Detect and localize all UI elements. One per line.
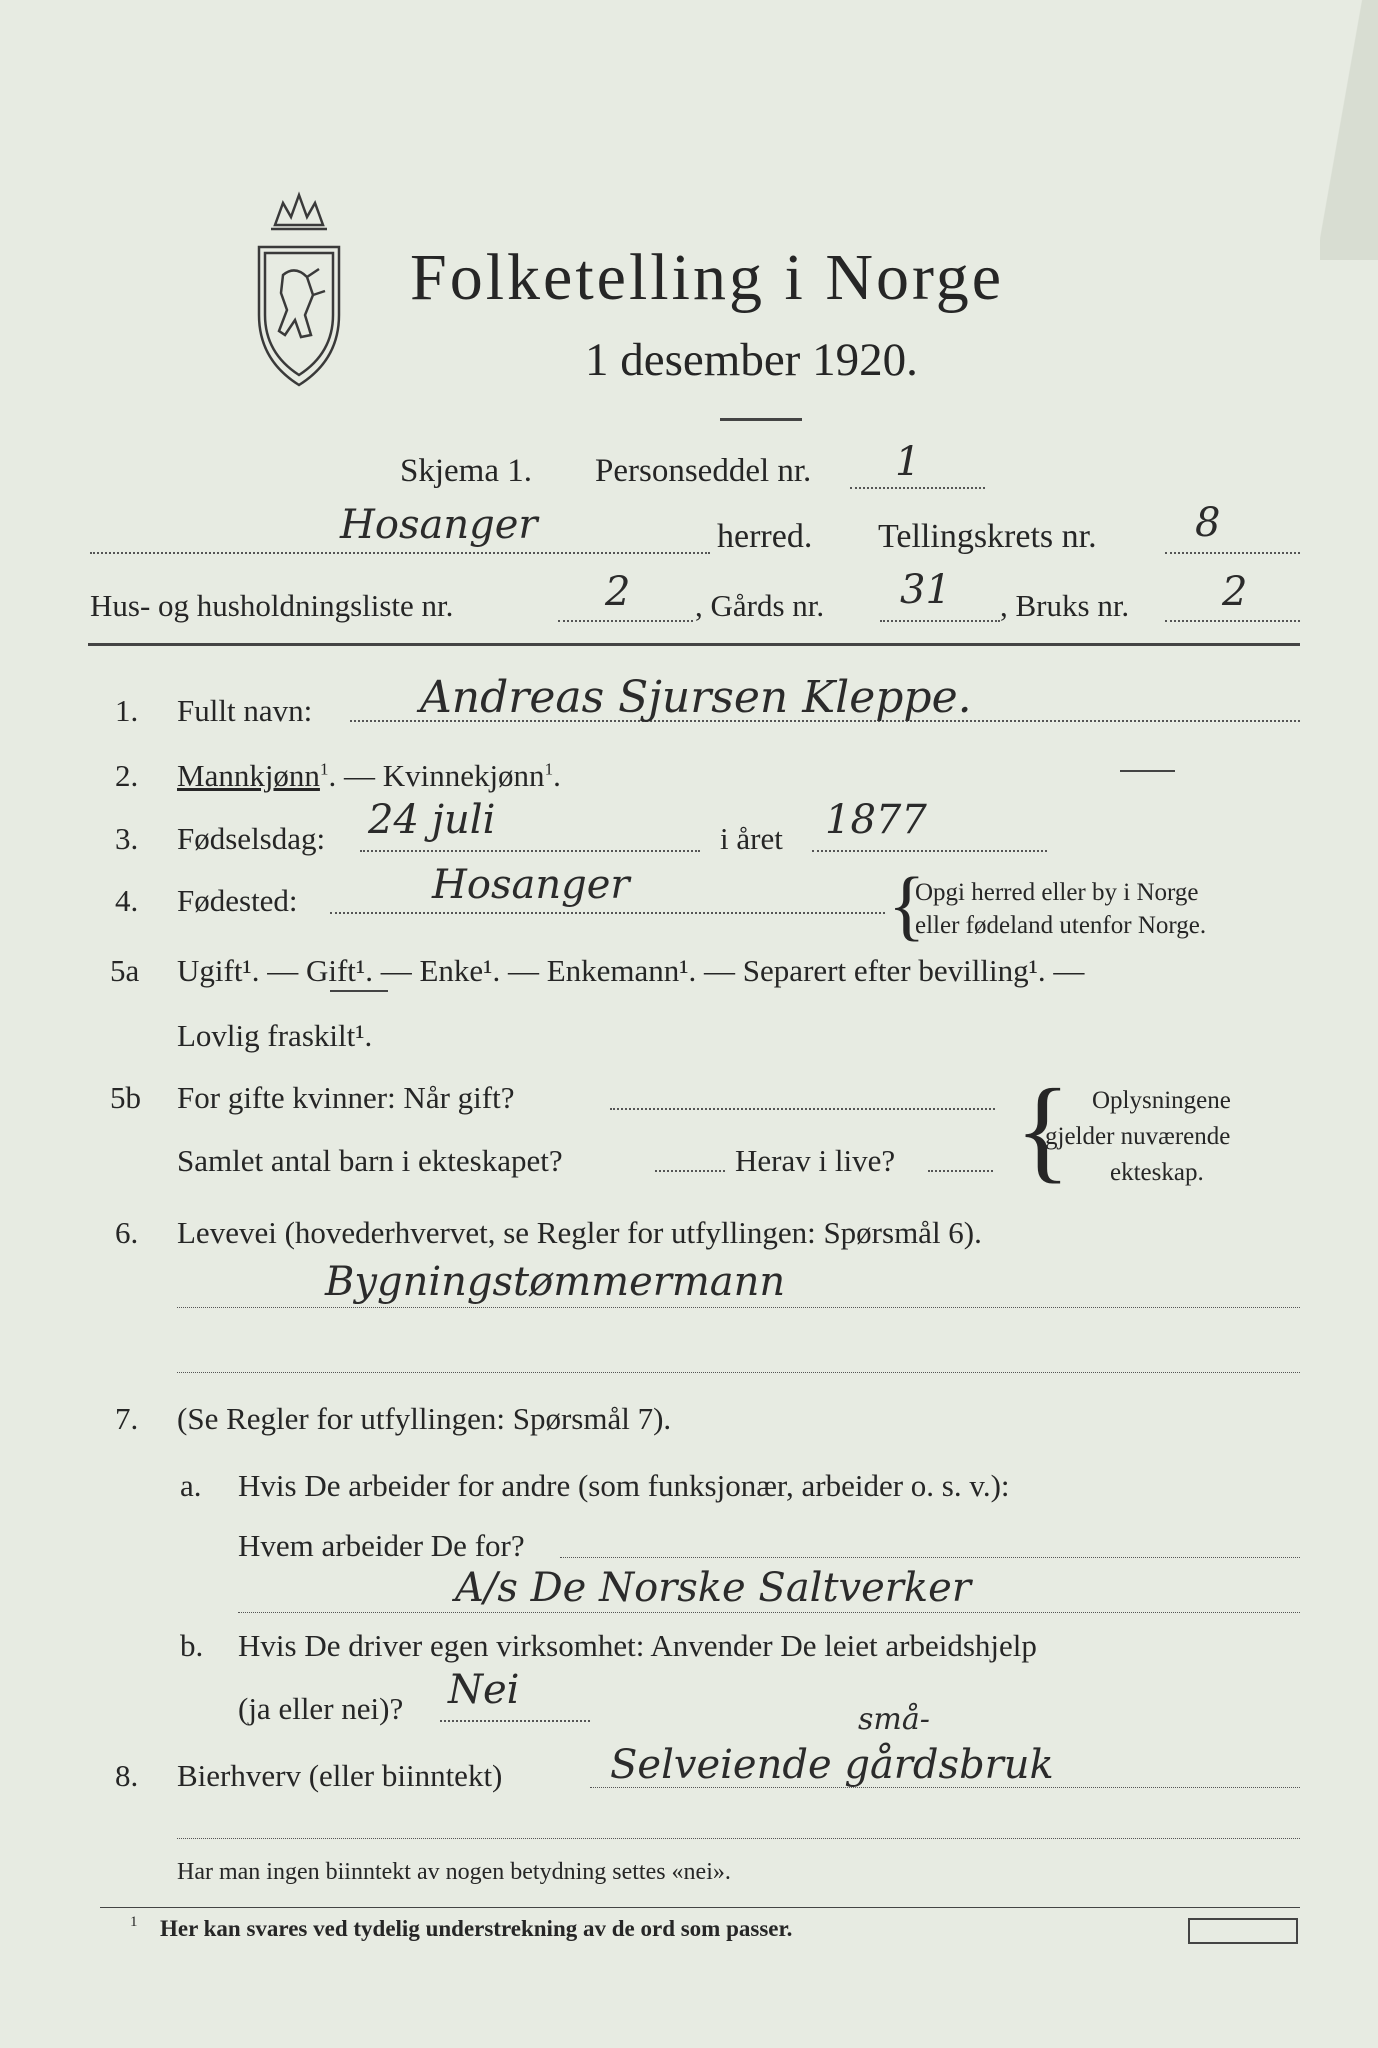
hus-value[interactable]: 2: [605, 569, 631, 615]
birth-year-value[interactable]: 1877: [825, 797, 927, 843]
birthplace-note-1: Opgi herred eller by i Norge: [915, 879, 1199, 906]
full-name-value[interactable]: Andreas Sjursen Kleppe.: [420, 672, 972, 723]
q5a-number: 5a: [110, 953, 140, 988]
female-option[interactable]: Kvinnekjønn: [382, 758, 545, 793]
q7b-number: b.: [180, 1628, 204, 1663]
q2-number: 2.: [115, 758, 139, 793]
gender-dash-mark: [1120, 770, 1175, 772]
employer-question: Hvis De arbeider for andre (som funksjonær, arbeider o. s. v.):: [238, 1468, 1010, 1503]
birthplace-label: Fødested:: [177, 883, 298, 918]
children-alive-label: Herav i live?: [735, 1143, 896, 1178]
children-count-label: Samlet antal barn i ekteskapet?: [177, 1143, 563, 1178]
hus-label: Hus- og husholdningsliste nr.: [90, 588, 454, 623]
form-title: Folketelling i Norge: [410, 241, 1005, 314]
married-when-label: For gifte kvinner: Når gift?: [177, 1080, 515, 1115]
birth-year-label: i året: [720, 821, 783, 856]
herred-value[interactable]: Hosanger: [340, 502, 538, 548]
marriage-note-brace: {: [1015, 1066, 1071, 1194]
birthplace-note-2: eller fødeland utenfor Norge.: [915, 912, 1207, 939]
secondary-income-value-insertion[interactable]: små-: [858, 1702, 930, 1737]
q7-label: (Se Regler for utfyllingen: Spørsmål 7).: [177, 1401, 672, 1436]
hired-help-label: (ja eller nei)?: [238, 1691, 404, 1726]
no-income-note: Har man ingen biinntekt av nogen betydning settes «nei».: [177, 1859, 731, 1885]
male-option[interactable]: Mannkjønn: [177, 758, 320, 793]
q6-number: 6.: [115, 1215, 139, 1250]
footnote-text: Her kan svares ved tydelig understrekning av de ord som passer.: [160, 1916, 793, 1941]
marital-status-options[interactable]: Ugift¹. — Gift¹. — Enke¹. — Enkemann¹. — Separert efter bevilling¹. —: [177, 953, 1085, 988]
tellingskrets-label: Tellingskrets nr.: [878, 518, 1097, 555]
footnote-number: 1: [130, 1914, 138, 1930]
marriage-note-2: gjelder nuværende: [1045, 1123, 1231, 1150]
birthdate-value[interactable]: 24 juli: [368, 797, 496, 843]
personseddel-value[interactable]: 1: [895, 439, 921, 485]
gards-label: , Gårds nr.: [695, 588, 825, 623]
hired-help-value[interactable]: Nei: [448, 1667, 520, 1713]
q5b-number: 5b: [110, 1080, 141, 1115]
q7-number: 7.: [115, 1401, 139, 1436]
birthplace-brace: {: [888, 861, 926, 948]
employer-label: Hvem arbeider De for?: [238, 1528, 525, 1563]
self-employed-question: Hvis De driver egen virksomhet: Anvender De leiet arbeidshjelp: [238, 1628, 1037, 1663]
gender-line: Mannkjønn$^1$. — Kvinnekjønn$^1$.: [177, 758, 561, 793]
tellingskrets-value[interactable]: 8: [1195, 500, 1221, 546]
schema-label: Skjema 1.: [400, 453, 532, 489]
birthplace-value[interactable]: Hosanger: [432, 862, 630, 908]
page-corner-edge: [1320, 0, 1378, 260]
occupation-label: Levevei (hovederhvervet, se Regler for utfyllingen: Spørsmål 6).: [177, 1215, 982, 1250]
herred-label: herred.: [717, 518, 813, 555]
census-date: 1 desember 1920.: [585, 334, 918, 386]
coat-of-arms-icon: [245, 185, 353, 395]
footer-rule: [100, 1907, 1300, 1908]
gards-value[interactable]: 31: [900, 567, 951, 613]
bruks-label: , Bruks nr.: [1000, 588, 1130, 623]
employer-value[interactable]: A/s De Norske Saltverker: [455, 1565, 971, 1611]
occupation-value[interactable]: Bygningstømmermann: [325, 1259, 786, 1305]
q3-number: 3.: [115, 821, 139, 856]
q7a-number: a.: [180, 1468, 202, 1503]
bruks-value[interactable]: 2: [1222, 569, 1248, 615]
header-rule: [88, 643, 1300, 646]
birthdate-label: Fødselsdag:: [177, 821, 326, 856]
printer-stamp-icon: [1188, 1918, 1298, 1944]
divorced-option[interactable]: Lovlig fraskilt¹.: [177, 1018, 373, 1053]
q8-number: 8.: [115, 1758, 139, 1793]
gift-underline: [330, 990, 388, 992]
personseddel-label: Personseddel nr.: [595, 453, 812, 489]
secondary-income-value[interactable]: Selveiende gårdsbruk: [610, 1742, 1054, 1788]
q1-number: 1.: [115, 693, 139, 728]
marriage-note-3: ekteskap.: [1110, 1159, 1204, 1186]
full-name-label: Fullt navn:: [177, 693, 313, 728]
secondary-income-label: Bierhverv (eller biinntekt): [177, 1758, 503, 1793]
title-divider: [720, 418, 802, 421]
q4-number: 4.: [115, 883, 139, 918]
marriage-note-1: Oplysningene: [1092, 1087, 1231, 1114]
